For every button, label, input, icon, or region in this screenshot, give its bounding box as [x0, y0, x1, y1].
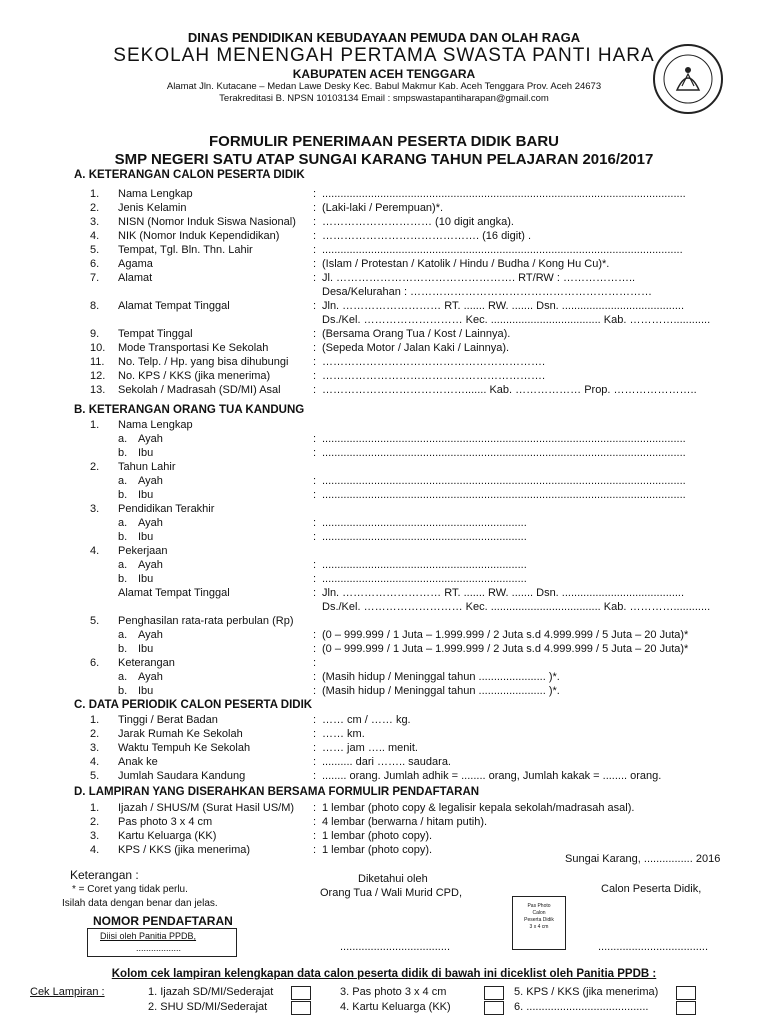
- student-signature-line: ....................................: [598, 941, 709, 953]
- cek-checkbox-1[interactable]: [291, 986, 311, 1000]
- dinas-heading: DINAS PENDIDIKAN KEBUDAYAAN PEMUDA DAN OLAH RAGA: [187, 30, 581, 45]
- row-colon: :: [313, 756, 317, 768]
- cek-item-5: 5. KPS / KKS (jika menerima): [514, 986, 659, 998]
- row-value[interactable]: (0 – 999.999 / 1 Juta – 1.999.999 / 2 Juta s.d 4.999.999 / 5 Juta – 20 Juta)*: [322, 629, 689, 641]
- form-row: [0, 285, 768, 299]
- form-row: [0, 755, 768, 769]
- row-colon: :: [313, 244, 317, 256]
- row-colon: :: [313, 356, 317, 368]
- form-row: [0, 369, 768, 383]
- row-colon: :: [313, 742, 317, 754]
- tut-wuri-handayani-logo: [653, 44, 723, 114]
- row-number: 2.: [90, 728, 100, 740]
- row-number: 1.: [90, 419, 100, 431]
- row-value[interactable]: ...................................................................: [322, 531, 527, 543]
- row-colon: :: [313, 685, 317, 697]
- photo-text-4: 3 x 4 cm: [529, 924, 549, 930]
- form-row: [0, 769, 768, 783]
- row-value[interactable]: .......................................................................................................................: [322, 433, 686, 445]
- row-value[interactable]: ......................................................................................................................: [322, 244, 683, 256]
- form-row: [0, 418, 768, 432]
- cek-checkbox-3[interactable]: [484, 986, 504, 1000]
- row-colon: :: [313, 770, 317, 782]
- row-label: Ayah: [138, 629, 163, 641]
- row-value[interactable]: 4 lembar (berwarna / hitam putih).: [322, 816, 488, 828]
- note-coret: * = Coret yang tidak perlu.: [72, 884, 188, 895]
- form-row: [0, 815, 768, 829]
- row-label: Jumlah Saudara Kandung: [118, 770, 246, 782]
- row-label: Keterangan: [118, 657, 175, 669]
- section-a-heading: A. KETERANGAN CALON PESERTA DIDIK: [74, 169, 305, 181]
- row-label: Ayah: [138, 671, 163, 683]
- row-value[interactable]: Jl. …………………………………………. RT/RW : ………………..: [322, 272, 636, 284]
- row-value[interactable]: 1 lembar (photo copy & legalisir kepala sekolah/madrasah asal).: [322, 802, 635, 814]
- form-row: [0, 271, 768, 285]
- row-value[interactable]: ………………………… (10 digit angka).: [322, 216, 514, 228]
- row-label: NISN (Nomor Induk Siswa Nasional): [118, 216, 296, 228]
- row-label: Penghasilan rata-rata perbulan (Rp): [118, 615, 294, 627]
- row-label: Kartu Keluarga (KK): [118, 830, 217, 842]
- row-label: Tinggi / Berat Badan: [118, 714, 218, 726]
- row-number: 3.: [90, 503, 100, 515]
- row-colon: :: [313, 830, 317, 842]
- form-row: [0, 432, 768, 446]
- form-row: [0, 530, 768, 544]
- row-number: 4.: [90, 844, 100, 856]
- form-row: [0, 642, 768, 656]
- row-value[interactable]: (Sepeda Motor / Jalan Kaki / Lainnya).: [322, 342, 510, 354]
- row-colon: :: [313, 517, 317, 529]
- form-row: [0, 656, 768, 670]
- row-label: Ayah: [138, 475, 163, 487]
- row-number: 3.: [90, 742, 100, 754]
- row-colon: :: [313, 370, 317, 382]
- form-row: [0, 215, 768, 229]
- form-row: [0, 614, 768, 628]
- row-number: 6.: [90, 258, 100, 270]
- row-number: 6.: [90, 657, 100, 669]
- row-label: Ayah: [138, 517, 163, 529]
- row-label: Ibu: [138, 685, 154, 697]
- row-value[interactable]: ...................................................................: [322, 559, 527, 571]
- form-row: [0, 801, 768, 815]
- form-row: [0, 558, 768, 572]
- row-value[interactable]: .......... dari …….. saudara.: [322, 756, 451, 768]
- form-row: [0, 257, 768, 271]
- row-label: KPS / KKS (jika menerima): [118, 844, 251, 856]
- row-colon: :: [313, 531, 317, 543]
- row-value[interactable]: 1 lembar (photo copy).: [322, 844, 433, 856]
- row-value[interactable]: (0 – 999.999 / 1 Juta – 1.999.999 / 2 Juta s.d 4.999.999 / 5 Juta – 20 Juta)*: [322, 643, 689, 655]
- row-colon: :: [313, 728, 317, 740]
- row-number: b.: [118, 447, 128, 459]
- row-label: Nama Lengkap: [118, 188, 193, 200]
- row-colon: :: [313, 342, 317, 354]
- row-colon: :: [313, 202, 317, 214]
- row-number: 1.: [90, 188, 100, 200]
- form-row: [0, 586, 768, 600]
- row-value[interactable]: …………………………………....... Kab. ……………… Prop. …………………..: [322, 384, 697, 396]
- row-label: Jarak Rumah Ke Sekolah: [118, 728, 243, 740]
- row-colon: :: [313, 573, 317, 585]
- form-row: [0, 187, 768, 201]
- calon-label: Calon Peserta Didik,: [601, 883, 702, 895]
- row-label: Tahun Lahir: [118, 461, 176, 473]
- row-value[interactable]: …… cm / …… kg.: [322, 714, 411, 726]
- row-colon: :: [313, 300, 317, 312]
- row-colon: :: [313, 258, 317, 270]
- row-value[interactable]: …………………………………………………….: [322, 356, 546, 368]
- row-colon: :: [313, 559, 317, 571]
- form-row: [0, 474, 768, 488]
- nomor-pendaftaran: NOMOR PENDAFTARAN: [93, 914, 233, 928]
- row-number: a.: [118, 559, 128, 571]
- row-value[interactable]: Jln. ……………………… RT. ....... RW. ....... Dsn. ........................................: [322, 587, 685, 599]
- cek-item-2: 2. SHU SD/MI/Sederajat: [148, 1001, 268, 1013]
- row-number: 2.: [90, 202, 100, 214]
- kabupaten-heading: KABUPATEN ACEH TENGGARA: [292, 67, 476, 81]
- form-row: [0, 243, 768, 257]
- row-colon: :: [313, 714, 317, 726]
- row-colon: :: [313, 643, 317, 655]
- row-value[interactable]: ........ orang. Jumlah adhik = ........ orang, Jumlah kakak = ........ orang.: [322, 770, 662, 782]
- photo-placeholder: [512, 896, 566, 950]
- diisi-dots: ..................: [136, 943, 182, 953]
- form-row: [0, 628, 768, 642]
- row-value[interactable]: (Islam / Protestan / Katolik / Hindu / Budha / Kong Hu Cu)*.: [322, 258, 610, 270]
- row-number: 5.: [90, 770, 100, 782]
- row-value[interactable]: ...................................................................: [322, 517, 527, 529]
- row-label: No. Telp. / Hp. yang bisa dihubungi: [118, 356, 289, 368]
- row-label: Pekerjaan: [118, 545, 168, 557]
- row-colon: :: [313, 328, 317, 340]
- row-colon: :: [313, 188, 317, 200]
- row-label: Ibu: [138, 643, 154, 655]
- row-number: 1.: [90, 714, 100, 726]
- row-colon: :: [313, 657, 317, 669]
- row-number: 4.: [90, 545, 100, 557]
- row-label: Tempat, Tgl. Bln. Thn. Lahir: [118, 244, 253, 256]
- row-number: 4.: [90, 756, 100, 768]
- form-row: [0, 341, 768, 355]
- cek-checkbox-4[interactable]: [484, 1001, 504, 1015]
- form-row: [0, 516, 768, 530]
- form-row: [0, 713, 768, 727]
- note-isilah: Isilah data dengan benar dan jelas.: [62, 898, 218, 909]
- row-label: Ibu: [138, 447, 154, 459]
- form-row: [0, 383, 768, 397]
- row-number: b.: [118, 489, 128, 501]
- row-colon: :: [313, 384, 317, 396]
- form-row: [0, 446, 768, 460]
- row-label: Ayah: [138, 559, 163, 571]
- nomor-box[interactable]: [87, 928, 237, 957]
- section-c-heading: C. DATA PERIODIK CALON PESERTA DIDIK: [74, 699, 313, 711]
- row-value[interactable]: .......................................................................................................................: [322, 489, 686, 501]
- row-number: 3.: [90, 830, 100, 842]
- row-colon: :: [313, 489, 317, 501]
- row-label: Alamat Tempat Tinggal: [118, 587, 230, 599]
- row-colon: :: [313, 216, 317, 228]
- row-value[interactable]: (Bersama Orang Tua / Kost / Lainnya).: [322, 328, 511, 340]
- row-value[interactable]: …… jam ….. menit.: [322, 742, 418, 754]
- row-number: a.: [118, 433, 128, 445]
- row-value[interactable]: .......................................................................................................................: [322, 447, 686, 459]
- row-colon: :: [313, 629, 317, 641]
- row-number: b.: [118, 573, 128, 585]
- form-row: [0, 727, 768, 741]
- form-row: [0, 502, 768, 516]
- row-value[interactable]: Ds./Kel. ……………………… Kec. .................................... Kab. …………............: [322, 314, 711, 326]
- row-number: 5.: [90, 615, 100, 627]
- row-value[interactable]: Desa/Kelurahan : …………………………………………………………: [322, 286, 653, 298]
- row-value[interactable]: (Laki-laki / Perempuan)*.: [322, 202, 444, 214]
- form-row: [0, 229, 768, 243]
- row-number: 11.: [90, 356, 105, 368]
- keterangan-label: Keterangan :: [70, 868, 139, 882]
- row-value[interactable]: 1 lembar (photo copy).: [322, 830, 433, 842]
- row-value[interactable]: …………………………………………………….: [322, 370, 546, 382]
- row-number: 10.: [90, 342, 106, 354]
- form-row: [0, 829, 768, 843]
- row-number: 2.: [90, 461, 100, 473]
- form-row: [0, 741, 768, 755]
- row-label: Anak ke: [118, 756, 158, 768]
- row-value[interactable]: .......................................................................................................................: [322, 475, 686, 487]
- school-accreditation: Terakreditasi B. NPSN 10103134 Email : smpswastapantiharapan@gmail.com: [219, 93, 549, 104]
- form-row: [0, 544, 768, 558]
- row-label: Alamat Tempat Tinggal: [118, 300, 230, 312]
- form-row: [0, 201, 768, 215]
- row-label: Ibu: [138, 573, 154, 585]
- row-colon: :: [313, 230, 317, 242]
- section-b-heading: B. KETERANGAN ORANG TUA KANDUNG: [74, 404, 305, 416]
- row-colon: :: [313, 802, 317, 814]
- cek-lampiran-label: Cek Lampiran :: [30, 986, 105, 998]
- form-row: [0, 670, 768, 684]
- row-label: Mode Transportasi Ke Sekolah: [118, 342, 269, 354]
- form-row: [0, 313, 768, 327]
- emblem-icon: [655, 46, 721, 112]
- form-row: [0, 572, 768, 586]
- row-number: b.: [118, 685, 128, 697]
- row-label: Ayah: [138, 433, 163, 445]
- place-date: Sungai Karang, ................ 2016: [565, 853, 721, 865]
- row-number: 12.: [90, 370, 106, 382]
- form-row: [0, 327, 768, 341]
- row-value[interactable]: (Masih hidup / Meninggal tahun ...................... )*.: [322, 685, 560, 697]
- row-number: 1.: [90, 802, 100, 814]
- orang-tua-label: Orang Tua / Wali Murid CPD,: [320, 887, 463, 899]
- row-colon: :: [313, 844, 317, 856]
- form-row: [0, 460, 768, 474]
- cek-item-4: 4. Kartu Keluarga (KK): [340, 1001, 451, 1013]
- kolom-cek-heading: Kolom cek lampiran kelengkapan data calon peserta didik di bawah ini diceklist oleh Panitia PPDB :: [111, 968, 657, 980]
- row-label: Ijazah / SHUS/M (Surat Hasil US/M): [118, 802, 295, 814]
- row-label: Pendidikan Terakhir: [118, 503, 215, 515]
- row-label: Ibu: [138, 489, 154, 501]
- diisi-label: Diisi oleh Panitia PPDB,: [100, 931, 197, 941]
- form-subtitle: SMP NEGERI SATU ATAP SUNGAI KARANG TAHUN PELAJARAN 2016/2017: [114, 151, 654, 168]
- row-colon: :: [313, 447, 317, 459]
- row-number: a.: [118, 475, 128, 487]
- row-number: 3.: [90, 216, 100, 228]
- row-colon: :: [313, 671, 317, 683]
- row-colon: :: [313, 433, 317, 445]
- row-value[interactable]: …… km.: [322, 728, 365, 740]
- row-label: Jenis Kelamin: [118, 202, 187, 214]
- cek-item-6: 6. ........................................: [514, 1001, 649, 1013]
- row-number: 8.: [90, 300, 100, 312]
- row-label: Pas photo 3 x 4 cm: [118, 816, 213, 828]
- row-number: a.: [118, 517, 128, 529]
- row-label: Ibu: [138, 531, 154, 543]
- row-value[interactable]: ……………………………………. (16 digit) .: [322, 230, 532, 242]
- form-title: FORMULIR PENERIMAAN PESERTA DIDIK BARU: [208, 133, 559, 150]
- parent-signature-line: ....................................: [340, 941, 451, 953]
- row-value[interactable]: (Masih hidup / Meninggal tahun ...................... )*.: [322, 671, 560, 683]
- row-label: NIK (Nomor Induk Kependidikan): [118, 230, 280, 242]
- photo-text-1: Pas Photo: [527, 903, 551, 909]
- form-row: [0, 355, 768, 369]
- row-number: 4.: [90, 230, 100, 242]
- diketahui-label: Diketahui oleh: [358, 873, 428, 885]
- row-number: b.: [118, 531, 128, 543]
- cek-checkbox-5[interactable]: [676, 986, 696, 1000]
- photo-text-3: Peserta Didik: [524, 917, 554, 923]
- row-label: Nama Lengkap: [118, 419, 193, 431]
- row-number: 13.: [90, 384, 106, 396]
- row-label: Alamat: [118, 272, 153, 284]
- section-d-heading: D. LAMPIRAN YANG DISERAHKAN BERSAMA FORMULIR PENDAFTARAN: [74, 786, 480, 798]
- row-value[interactable]: Ds./Kel. ……………………… Kec. .................................... Kab. …………............: [322, 601, 711, 613]
- row-colon: :: [313, 587, 317, 599]
- cek-checkbox-2[interactable]: [291, 1001, 311, 1015]
- row-number: 2.: [90, 816, 100, 828]
- row-number: a.: [118, 671, 128, 683]
- row-colon: :: [313, 816, 317, 828]
- row-colon: :: [313, 272, 317, 284]
- form-row: [0, 684, 768, 698]
- cek-item-1: 1. Ijazah SD/MI/Sederajat: [148, 986, 274, 998]
- row-value[interactable]: Jln. ……………………… RT. ....... RW. ....... Dsn. ........................................: [322, 300, 685, 312]
- form-row: [0, 488, 768, 502]
- row-colon: :: [313, 475, 317, 487]
- row-value[interactable]: ...................................................................: [322, 573, 527, 585]
- cek-checkbox-6[interactable]: [676, 1001, 696, 1015]
- row-label: Tempat Tinggal: [118, 328, 193, 340]
- row-label: Waktu Tempuh Ke Sekolah: [118, 742, 251, 754]
- row-label: No. KPS / KKS (jika menerima): [118, 370, 271, 382]
- row-label: Sekolah / Madrasah (SD/MI) Asal: [118, 384, 281, 396]
- row-value[interactable]: .......................................................................................................................: [322, 188, 686, 200]
- school-name: SEKOLAH MENENGAH PERTAMA SWASTA PANTI HARA: [113, 45, 655, 66]
- row-label: Agama: [118, 258, 153, 270]
- school-address: Alamat Jln. Kutacane – Medan Lawe Desky Kec. Babul Makmur Kab. Aceh Tenggara Prov. Aceh 24673: [166, 81, 602, 92]
- row-number: 7.: [90, 272, 100, 284]
- row-number: b.: [118, 643, 128, 655]
- row-number: a.: [118, 629, 128, 641]
- row-number: 5.: [90, 244, 100, 256]
- row-number: 9.: [90, 328, 100, 340]
- form-row: [0, 600, 768, 614]
- cek-item-3: 3. Pas photo 3 x 4 cm: [340, 986, 447, 998]
- form-row: [0, 299, 768, 313]
- photo-text-2: Calon: [532, 910, 546, 916]
